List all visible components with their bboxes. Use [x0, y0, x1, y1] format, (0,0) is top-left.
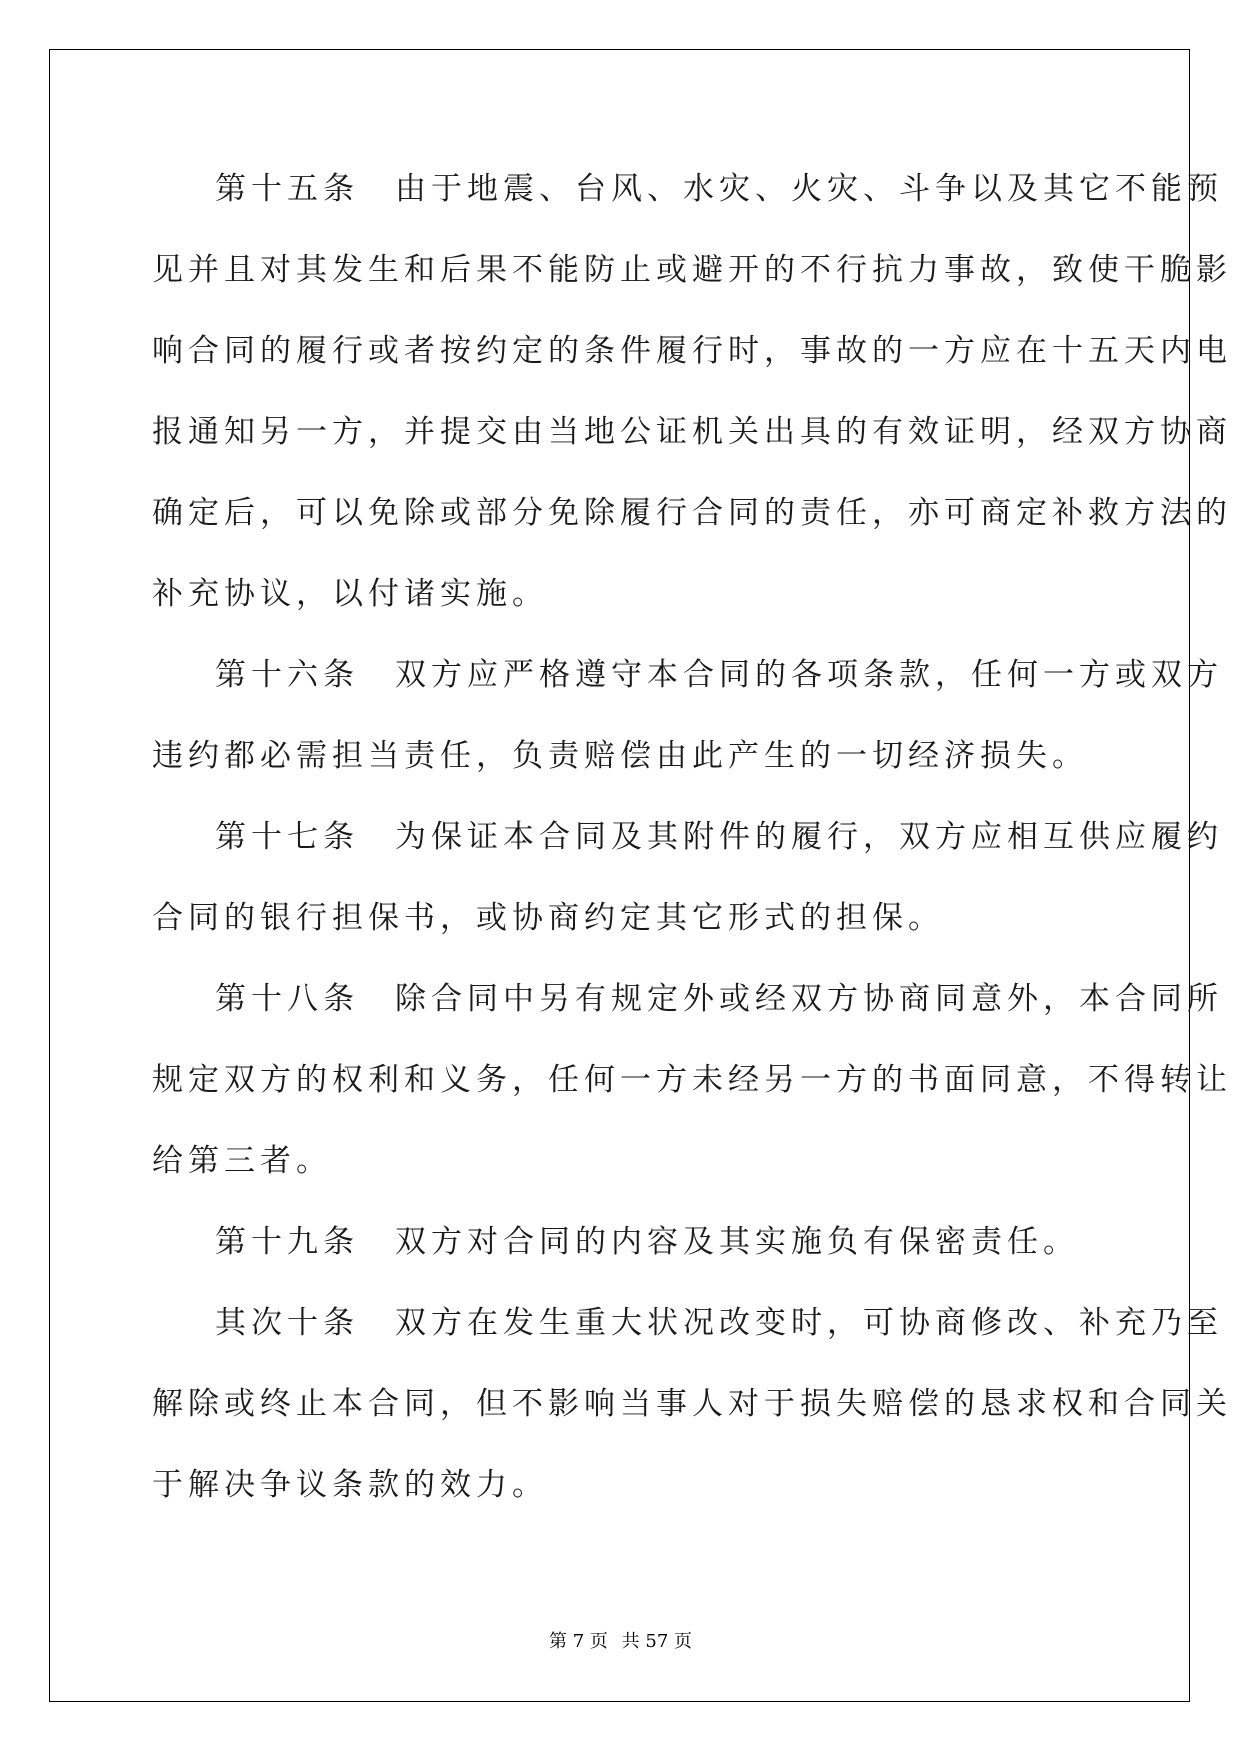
- text-line: 确定后，可以免除或部分免除履行合同的责任，亦可商定补救方法的: [152, 495, 1232, 531]
- text-line: 给第三者。: [152, 1143, 332, 1179]
- text-line: 合同的银行担保书，或协商约定其它形式的担保。: [152, 900, 944, 936]
- page-footer: [0, 1627, 1241, 1653]
- paragraph-article-16: [152, 635, 1223, 797]
- text-line: 第十五条 由于地震、台风、水灾、火灾、斗争以及其它不能预: [215, 171, 1223, 207]
- text-line: 见并且对其发生和后果不能防止或避开的不行抗力事故，致使干脆影: [152, 252, 1232, 288]
- paragraph-article-20: [152, 1283, 1232, 1526]
- text-line: 第十八条 除合同中另有规定外或经双方协商同意外，本合同所: [215, 981, 1223, 1017]
- page-total: 共 57 页: [621, 1631, 692, 1652]
- paragraph-article-19: [152, 1202, 1088, 1283]
- paragraph-article-17: [152, 797, 1223, 959]
- paragraph-article-15: [152, 149, 1232, 635]
- text-line: 补充协议，以付诸实施。: [152, 576, 548, 612]
- text-line: 规定双方的权利和义务，任何一方未经另一方的书面同意，不得转让: [152, 1062, 1232, 1098]
- page-number: 第 7 页: [549, 1631, 608, 1652]
- paragraph-article-18: [152, 959, 1232, 1202]
- text-line: 第十七条 为保证本合同及其附件的履行，双方应相互供应履约: [215, 819, 1223, 855]
- text-line: 其次十条 双方在发生重大状况改变时，可协商修改、补充乃至: [215, 1305, 1223, 1341]
- text-line: 解除或终止本合同，但不影响当事人对于损失赔偿的恳求权和合同关: [152, 1386, 1232, 1422]
- text-line: 第十六条 双方应严格遵守本合同的各项条款，任何一方或双方: [215, 657, 1223, 693]
- text-line: 第十九条 双方对合同的内容及其实施负有保密责任。: [215, 1224, 1079, 1260]
- text-line: 违约都必需担当责任，负责赔偿由此产生的一切经济损失。: [152, 738, 1088, 774]
- text-line: 于解决争议条款的效力。: [152, 1467, 548, 1503]
- text-line: 报通知另一方，并提交由当地公证机关出具的有效证明，经双方协商: [152, 414, 1232, 450]
- text-line: 响合同的履行或者按约定的条件履行时，事故的一方应在十五天内电: [152, 333, 1232, 369]
